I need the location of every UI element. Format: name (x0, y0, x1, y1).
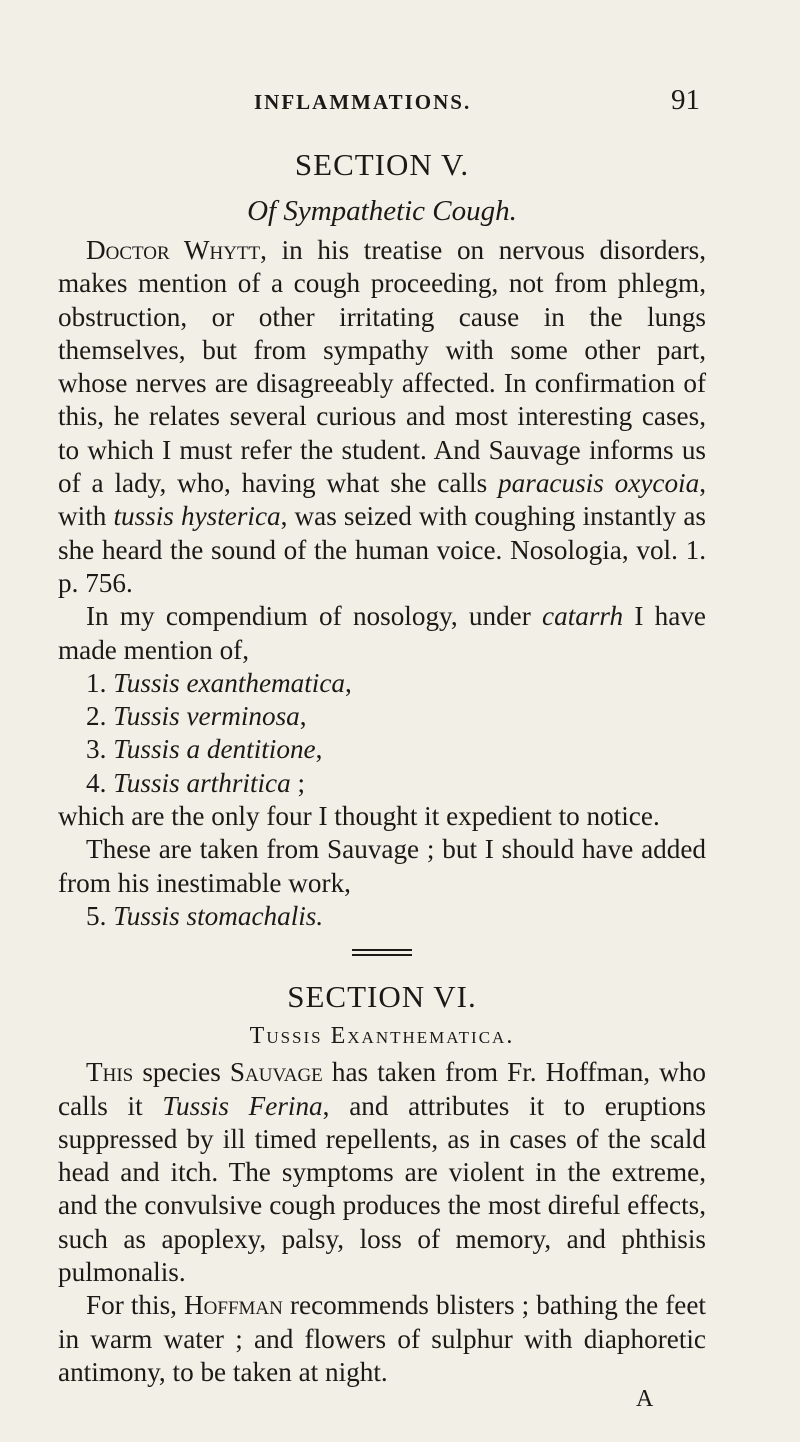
author-name: Sauvage (229, 1057, 323, 1088)
page-number: 91 (671, 84, 700, 116)
term: paracusis oxycoia (498, 468, 700, 499)
term: catarrh (542, 601, 624, 632)
body-text (58, 146, 706, 1389)
running-head: INFLAMMATIONS. (254, 90, 472, 114)
list-item: 5. Tussis stomachalis. (86, 900, 324, 931)
list-item: 3. Tussis a dentitione, (86, 734, 323, 765)
section-6-paragraph-1: This species Sauvage has taken from Fr. Hoffman, who calls it Tussis Ferina, and attributes it to eruptions suppressed by ill timed repellents, as in cases of the scald head and itch. The symptoms are violent in the extreme, and the convulsive cough produces the most direful effects, such as apoplexy, palsy, loss of memory, and phthisis pulmonalis. (58, 1057, 706, 1288)
cough-list (58, 667, 706, 800)
catchword: A (636, 1386, 654, 1412)
section-6-title: SECTION VI. (287, 979, 477, 1015)
section-6-paragraph-2: For this, Hoffman recommends blisters ; bathing the feet in warm water ; and flowers of sulphur with diaphoretic antimony, to be taken at night. (58, 1290, 706, 1387)
section-5-paragraph-3: which are the only four I thought it expedient to notice. (58, 801, 660, 832)
term: Tussis Ferina (162, 1090, 323, 1121)
list-item: 4. Tussis arthritica ; (86, 767, 306, 798)
section-6-subtitle: Tussis Exanthematica. (249, 1023, 515, 1050)
section-5-subtitle: Of Sympathetic Cough. (247, 195, 517, 227)
list-item: 1. Tussis exanthematica, (86, 667, 352, 698)
section-5-paragraph-4: These are taken from Sauvage ; but I should have added from his inestimable work, (58, 834, 706, 898)
term: tussis hysterica (113, 501, 281, 532)
list-item: 2. Tussis verminosa, (86, 701, 307, 732)
section-5-paragraph-2: In my compendium of nosology, under catarrh I have made mention of, (58, 601, 706, 665)
section-divider (352, 949, 412, 956)
page-header (254, 84, 700, 124)
author-name: Doctor Whytt (86, 235, 261, 265)
section-5-paragraph-1: Doctor Whytt, in his treatise on nervous disorders, makes mention of a cough proceeding, not from phlegm, obstruction, or other irritating cause in the lungs themselves, but from sympathy with some other part, whose nerves are disagreeably affected. In confirmation of this, he relates several curious and most interesting cases, to which I must refer the student. And Sauvage informs us of a lady, who, having what she calls paracusis oxycoia, with tussis hysterica, was seized with coughing instantly as she heard the sound of the human voice. Nosologia, vol. 1. p. 756. (58, 235, 706, 598)
author-name: Hoffman (184, 1290, 283, 1321)
section-5-title: SECTION V. (294, 147, 470, 182)
